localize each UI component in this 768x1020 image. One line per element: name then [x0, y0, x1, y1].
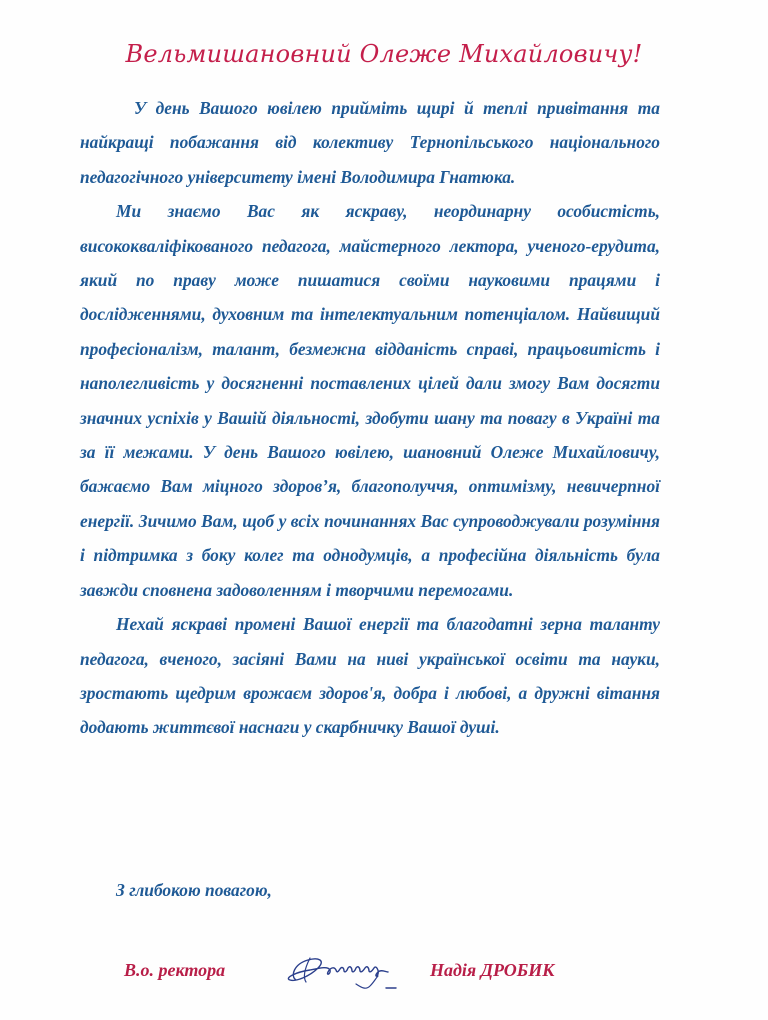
signatory-name: Надія ДРОБИК: [430, 960, 555, 980]
paragraph-greeting: У день Вашого ювілею прийміть щирі й теплі привітання та найкращі побажання від колективу Тернопільського національного педагогічного університету імені Володимира Гнатюка.: [80, 98, 660, 187]
closing-phrase: З глибокою повагою,: [116, 880, 272, 900]
letter-body: [80, 91, 660, 745]
salutation-heading: Вельмишановний Олеже Михайловичу!: [125, 40, 643, 68]
signature-block: [0, 950, 768, 1000]
paragraph-wishes: Нехай яскраві промені Вашої енергії та благодатні зерна таланту педагога, вченого, засіяні Вами на ниві української освіти та науки, зростають щедрим врожаєм здоров'я, добра і любові, а дружні вітання додають життєвої наснаги у скарбничку Вашої душі.: [80, 614, 660, 738]
paragraph-tribute: Ми знаємо Вас як яскраву, неординарну особистість, висококваліфікованого педагога, майстерного лектора, ученого-ерудита, який по праву може пишатися своїми науковими працями і дослідженнями, духовним та інтелектуальним потенціалом. Найвищий професіоналізм, талант, безмежна відданість справі, працьовитість і наполегливість у досягненні поставлених цілей дали змогу Вам досягти значних успіхів у Вашій діяльності, здобути шану та повагу в Україні та за її межами. У день Вашого ювілею, шановний Олеже Михайловичу, бажаємо Вам міцного здоров’я, благополуччя, оптимізму, невичерпної енергії. Зичимо Вам, щоб у всіх починаннях Вас супроводжували розуміння і підтримка з боку колег та однодумців, а професійна діяльність була завжди сповнена задоволенням і творчими перемогами.: [80, 201, 660, 600]
signatory-title: В.о. ректора: [124, 960, 226, 980]
handwritten-signature-icon: [282, 950, 412, 996]
